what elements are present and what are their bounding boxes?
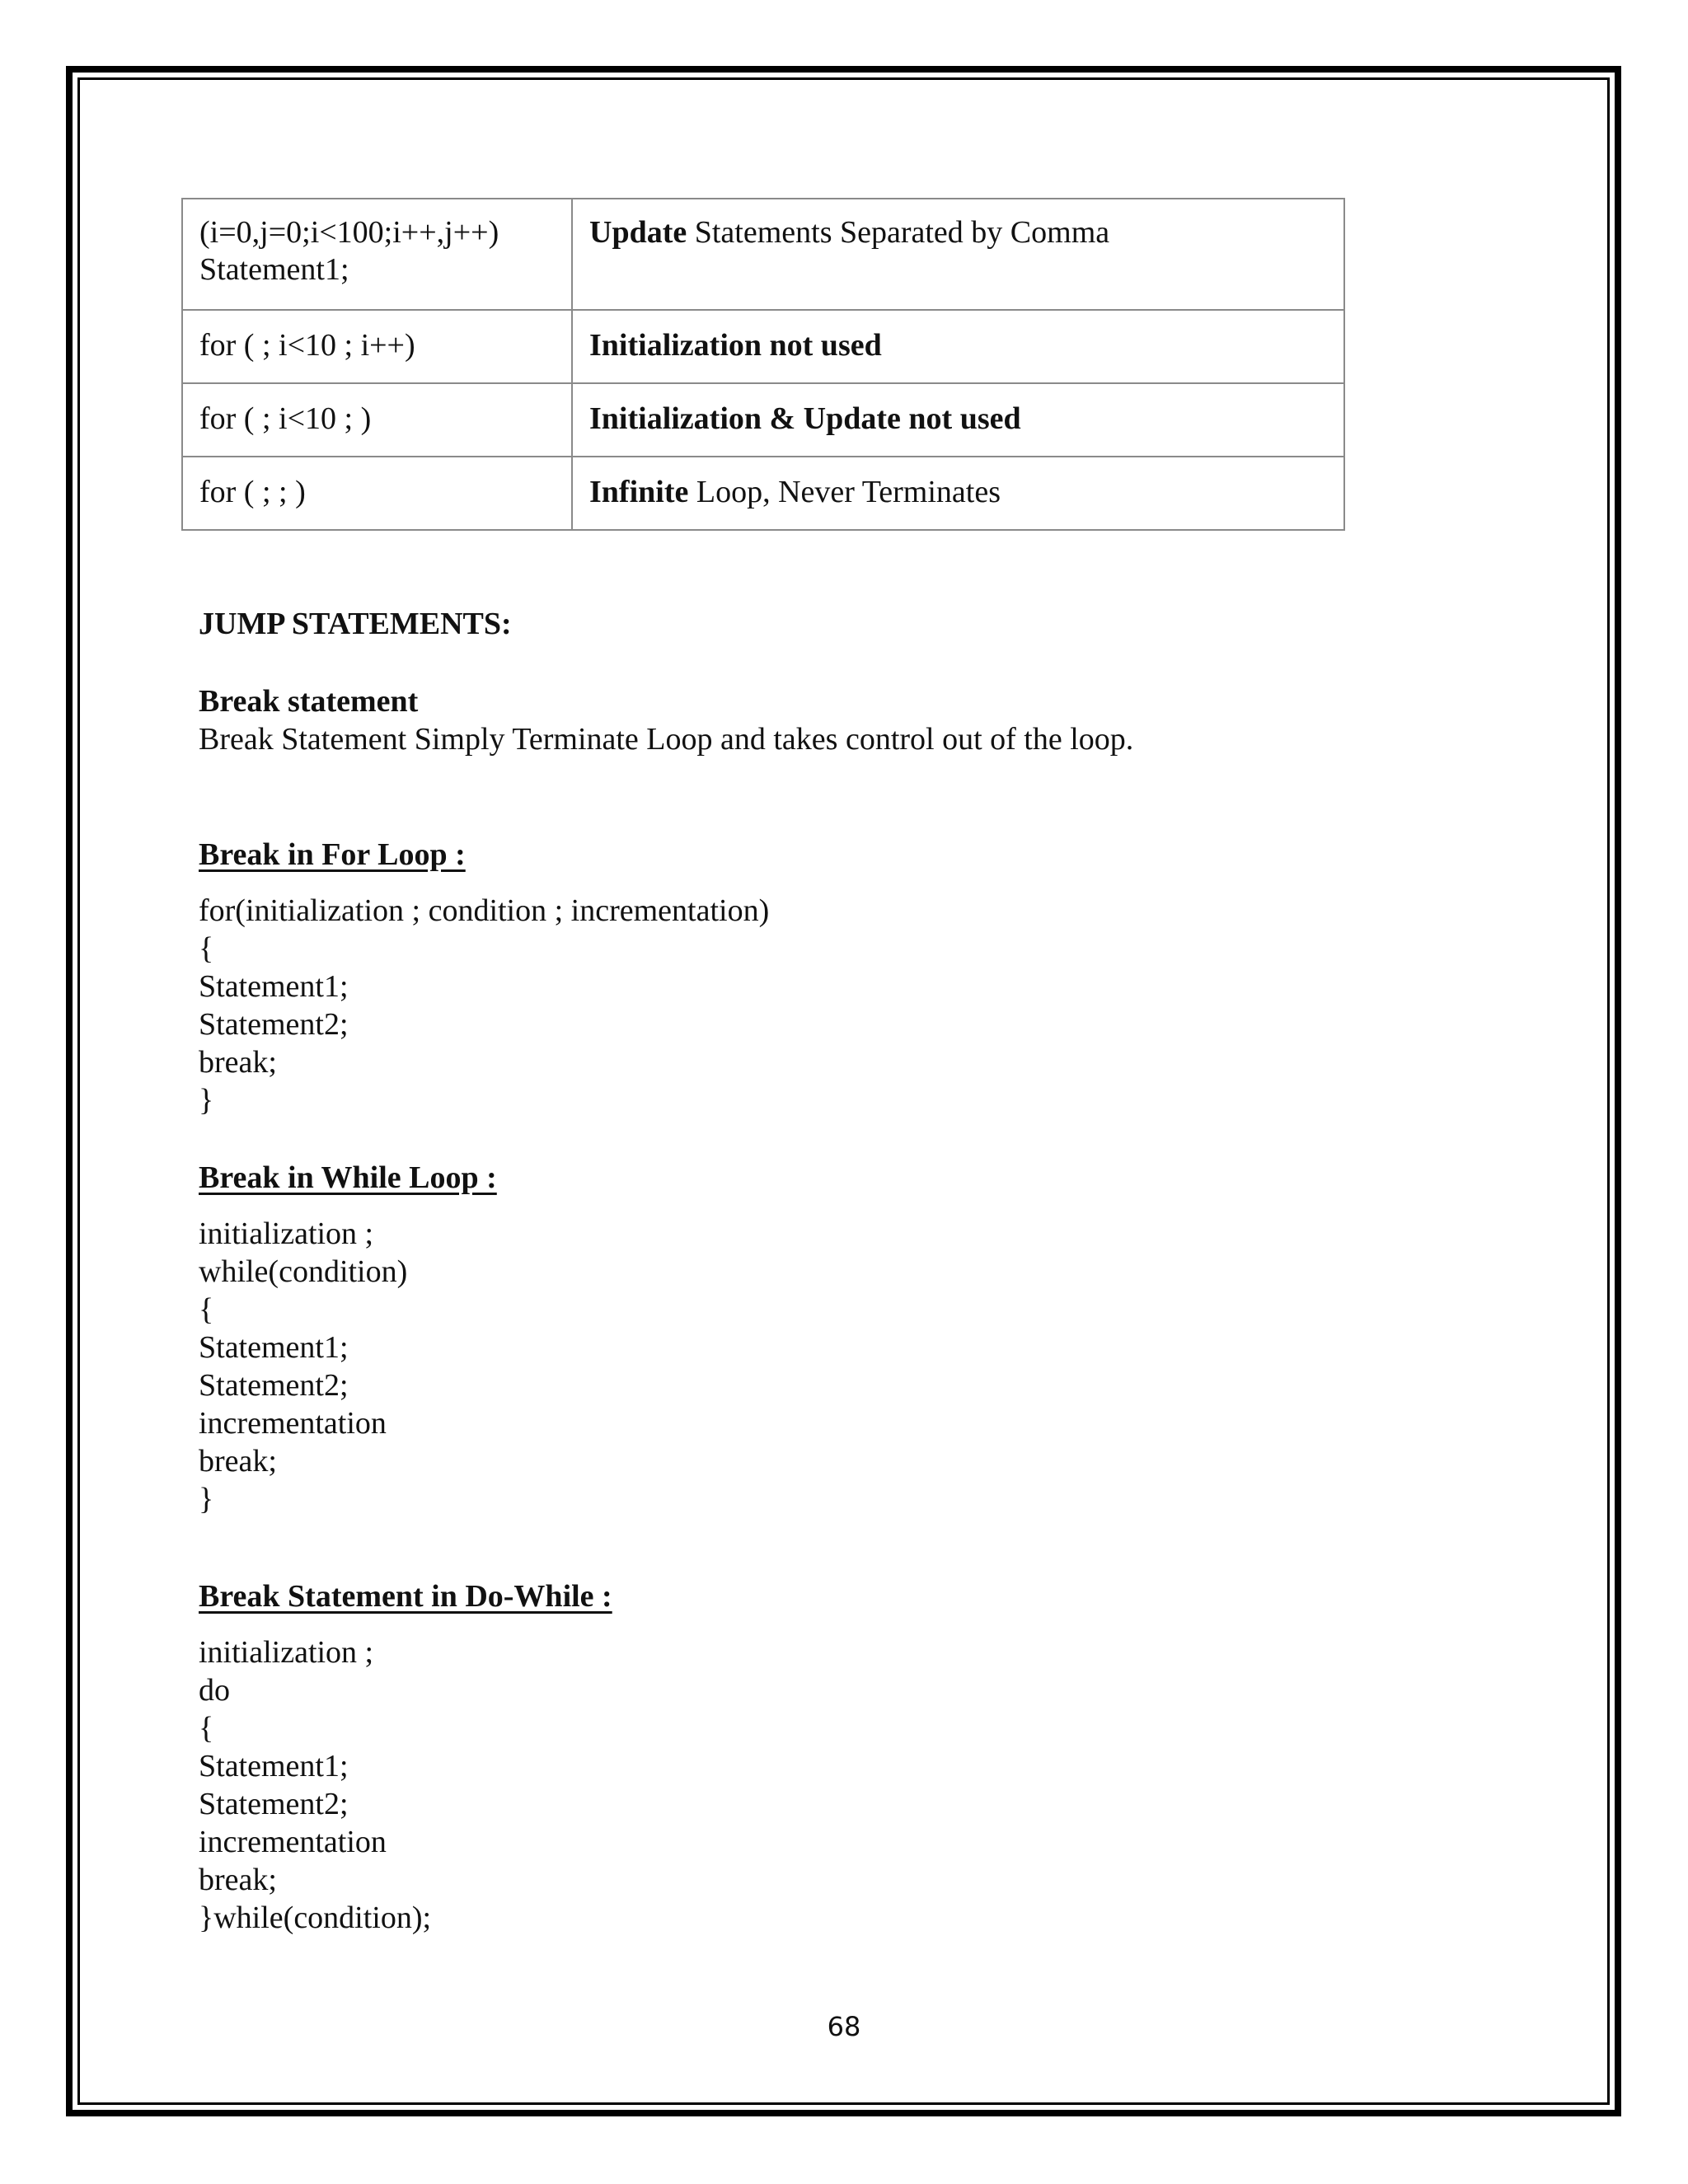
code-line: Statement1;	[199, 252, 349, 287]
table-row	[182, 310, 1344, 383]
code-line: Statement1;	[199, 1330, 349, 1365]
code-line: incrementation	[199, 1406, 387, 1441]
table-row	[182, 383, 1344, 457]
code-line: for(initialization ; condition ; incrementation)	[199, 893, 770, 928]
description-bold: Initialization not used	[589, 328, 882, 363]
code-line: for ( ; i<10 ; )	[199, 401, 372, 436]
code-line: }	[199, 1482, 214, 1516]
table-row	[182, 199, 1344, 310]
code-line: initialization ;	[199, 1216, 374, 1251]
break-do-while-title: Break Statement in Do-While :	[199, 1579, 612, 1614]
table-cell-code	[182, 383, 572, 457]
code-line: Statement1;	[199, 969, 349, 1004]
code-line: Statement1;	[199, 1749, 349, 1783]
code-line: break;	[199, 1863, 277, 1897]
table-cell-code	[182, 457, 572, 530]
do-while-code-block	[199, 1633, 431, 1937]
description-text: Statements Separated by Comma	[687, 215, 1110, 250]
code-line: (i=0,j=0;i<100;i++,j++)	[199, 215, 499, 250]
code-line: for ( ; i<10 ; i++)	[199, 328, 415, 363]
code-line: break;	[199, 1444, 277, 1479]
section-title: JUMP STATEMENTS:	[199, 607, 512, 641]
code-line: Statement2;	[199, 1787, 349, 1821]
for-loop-variants-table	[181, 198, 1345, 531]
break-statement-title: Break statement	[199, 684, 419, 719]
code-line: while(condition)	[199, 1254, 408, 1289]
break-for-loop-title: Break in For Loop :	[199, 837, 466, 872]
description-bold: Update	[589, 215, 687, 250]
code-line: do	[199, 1673, 230, 1708]
break-while-loop-title: Break in While Loop :	[199, 1160, 497, 1195]
while-loop-code-block	[199, 1215, 407, 1518]
description-bold: Initialization & Update not used	[589, 401, 1021, 436]
table-cell-code	[182, 310, 572, 383]
page-number: 68	[827, 2011, 861, 2042]
code-line: Statement2;	[199, 1368, 349, 1403]
table-cell-description	[572, 310, 1344, 383]
code-line: incrementation	[199, 1825, 387, 1859]
code-line: {	[199, 1711, 214, 1746]
for-loop-code-block	[199, 892, 769, 1119]
code-line: Statement2;	[199, 1007, 349, 1042]
code-line: }while(condition);	[199, 1900, 432, 1935]
code-line: break;	[199, 1045, 277, 1080]
table-cell-description	[572, 199, 1344, 310]
code-line: for ( ; ; )	[199, 475, 306, 509]
code-line: initialization ;	[199, 1635, 374, 1670]
table-cell-description	[572, 383, 1344, 457]
table-cell-code	[182, 199, 572, 310]
break-statement-description: Break Statement Simply Terminate Loop and takes control out of the loop.	[199, 722, 1134, 757]
description-bold: Infinite	[589, 475, 689, 509]
code-line: {	[199, 1292, 214, 1327]
table-row	[182, 457, 1344, 530]
code-line: }	[199, 1083, 214, 1118]
description-text: Loop, Never Terminates	[688, 475, 1001, 509]
table-cell-description	[572, 457, 1344, 530]
code-line: {	[199, 931, 214, 966]
